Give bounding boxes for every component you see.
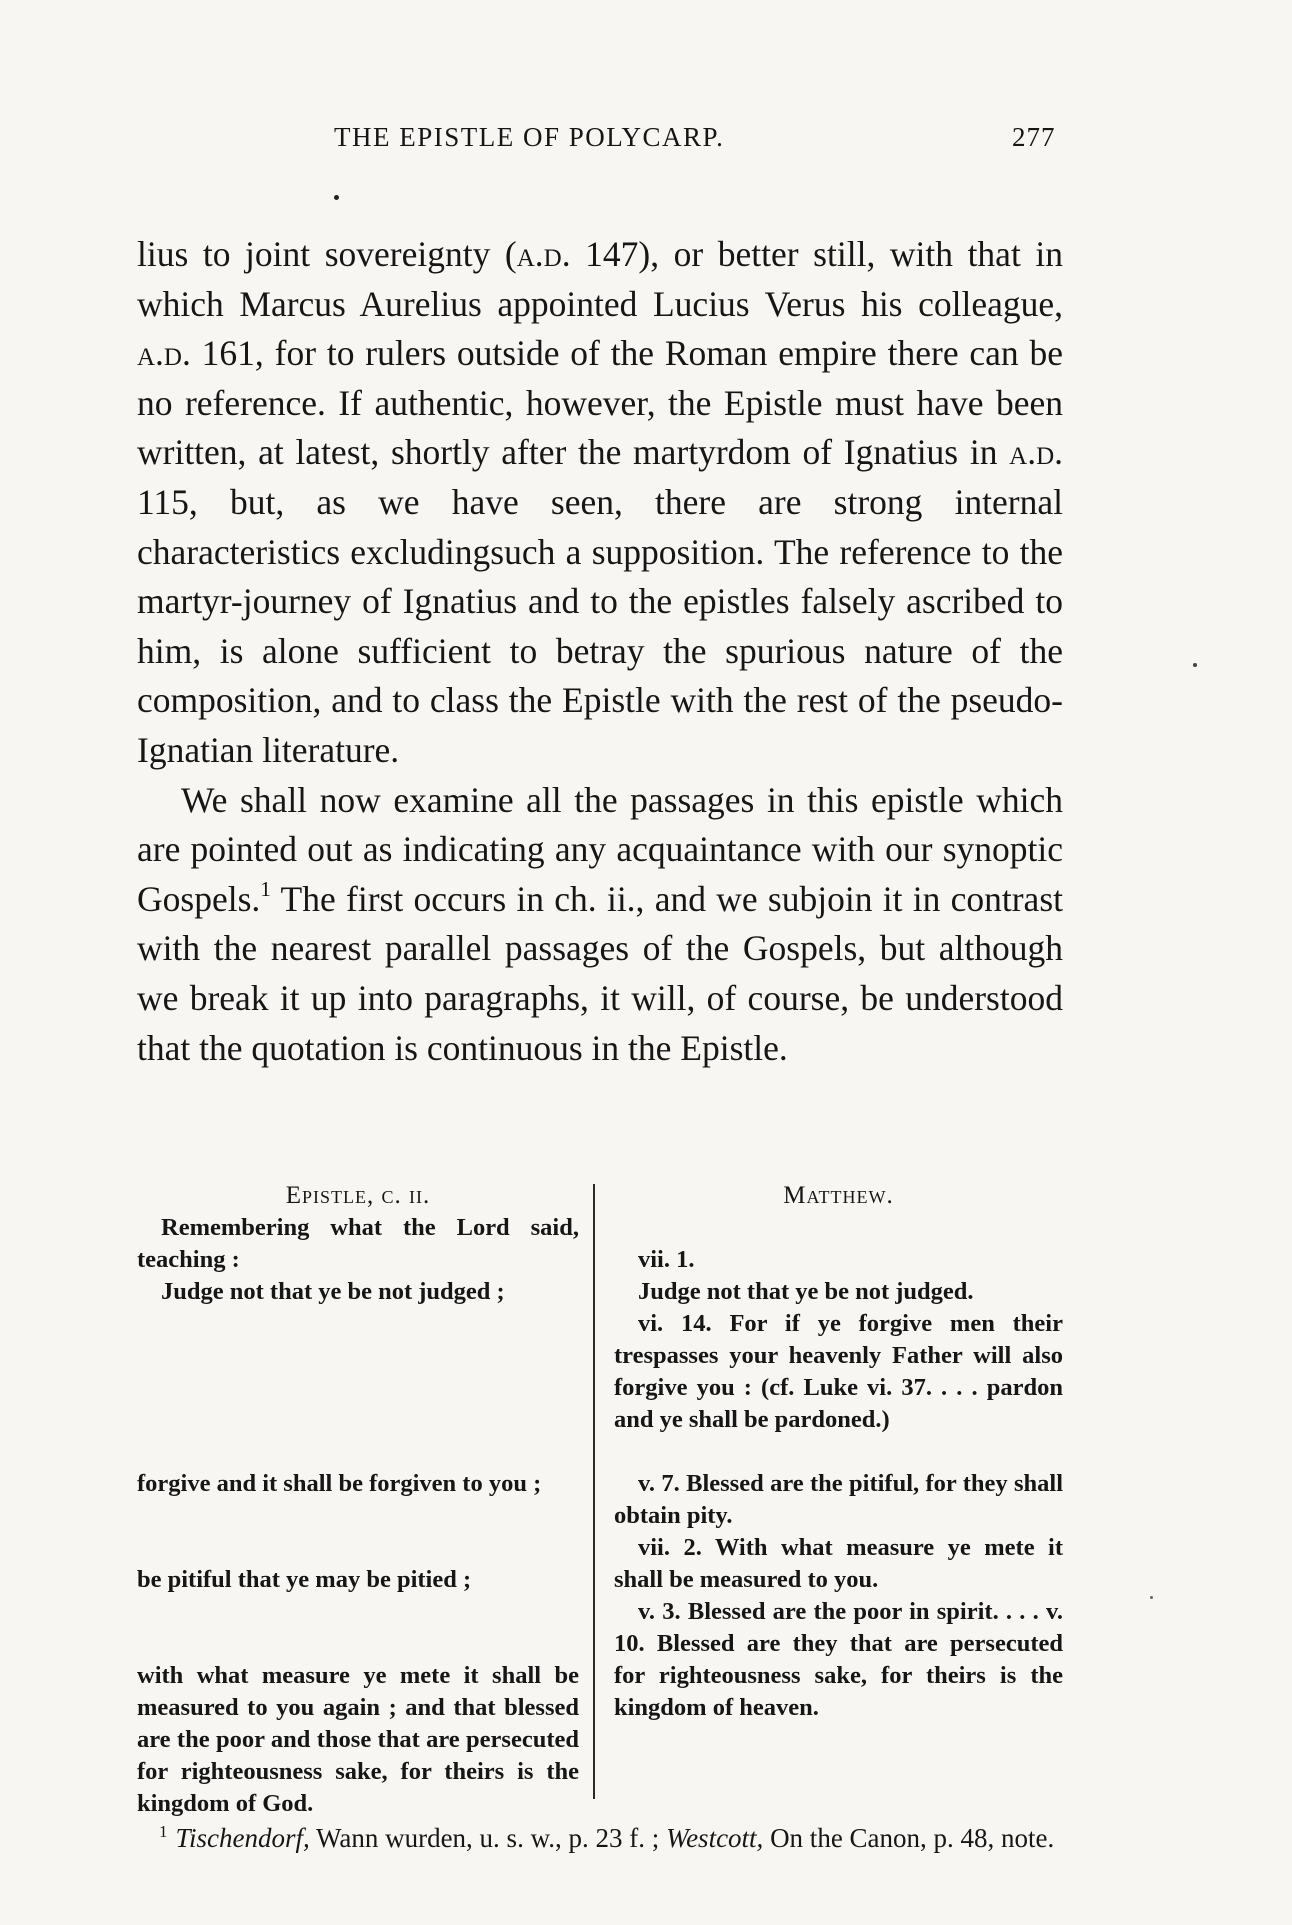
page-number: 277 [1012, 122, 1056, 152]
paragraph-continuation: lius to joint sovereignty (a.d. 147), or better still, with that in which Marcus Aurelius appointed Lucius Verus his colleague, a.d. 161, for to rulers outside of the Roman empire there can be no reference. If authentic, however, the Epistle must have been written, at latest, shortly after the martyrdom of Ignatius in a.d. 115, but, as we have seen, there are strong internal characteristics excludingsuch a supposition. The reference to the martyr-journey of Ignatius and to the epistles falsely ascribed to him, is alone sufficient to betray the spurious nature of the composition, and to class the Epistle with the rest of the pseudo-Ignatian literature. [137, 234, 1063, 770]
matthew-judge: Judge not that ye be not judged. [638, 1278, 974, 1305]
matthew-ref-vii-1: vii. 1. [638, 1246, 695, 1273]
footnote-author-tischendorf: Tischendorf, [175, 1823, 310, 1854]
matthew-column [614, 1180, 1063, 1724]
epistle-heading: Epistle, c. ii. [285, 1182, 431, 1209]
epistle-intro: Remembering what the Lord said, teaching : [137, 1214, 579, 1273]
ink-speck [334, 195, 339, 200]
matthew-pitiful: v. 7. Blessed are the pitiful, for they shall obtain pity. [614, 1470, 1063, 1529]
running-title: THE EPISTLE OF POLYCARP. [334, 122, 725, 152]
matthew-poor: v. 3. Blessed are the poor in spirit. . . . v. 10. Blessed are they that are persecuted for righteousness sake, for theirs is the kingdom of heaven. [614, 1598, 1063, 1721]
epistle-judge: Judge not that ye be not judged ; [161, 1278, 505, 1305]
epistle-pitiful: be pitiful that ye may be pitied ; [137, 1566, 472, 1593]
matthew-measure: vii. 2. With what measure ye mete it shall be measured to you. [614, 1534, 1063, 1593]
matthew-forgive: vi. 14. For if ye forgive men their trespasses your heavenly Father will also forgive you : (cf. Luke vi. 37. . . . pardon and ye shall be pardoned.) [614, 1310, 1063, 1433]
footnote-author-westcott: Westcott, [666, 1823, 764, 1854]
footnote: $^1$ Tischendorf, Wann wurden, u. s. w., p. 23 f. ; Westcott, On the Canon, p. 48, note. [159, 1822, 1055, 1854]
epistle-column [137, 1180, 579, 1820]
paragraph-passages: We shall now examine all the passages in this epistle which are pointed out as indicating any acquaintance with our synoptic Gospels.$^1$ The first occurs in ch. ii., and we subjoin it in contrast with the nearest parallel passages of the Gospels, but although we break it up into paragraphs, it will, of course, be understood that the quotation is continuous in the Epistle. [137, 779, 1063, 1068]
body-text [137, 230, 1063, 1073]
epistle-measure: with what measure ye mete it shall be measured to you again ; and that blessed are the poor and those that are persecuted for righteousness sake, for theirs is the kingdom of God. [137, 1662, 579, 1817]
ink-speck [1193, 663, 1197, 667]
footnote-reference[interactable]: 1 [260, 876, 271, 901]
column-divider [593, 1184, 595, 1799]
epistle-forgive: forgive and it shall be forgiven to you ; [137, 1470, 542, 1497]
ink-speck [1150, 1596, 1153, 1599]
page-header [0, 122, 1292, 162]
footnote-mark: 1 [159, 1822, 168, 1841]
matthew-heading: Matthew. [783, 1182, 894, 1209]
